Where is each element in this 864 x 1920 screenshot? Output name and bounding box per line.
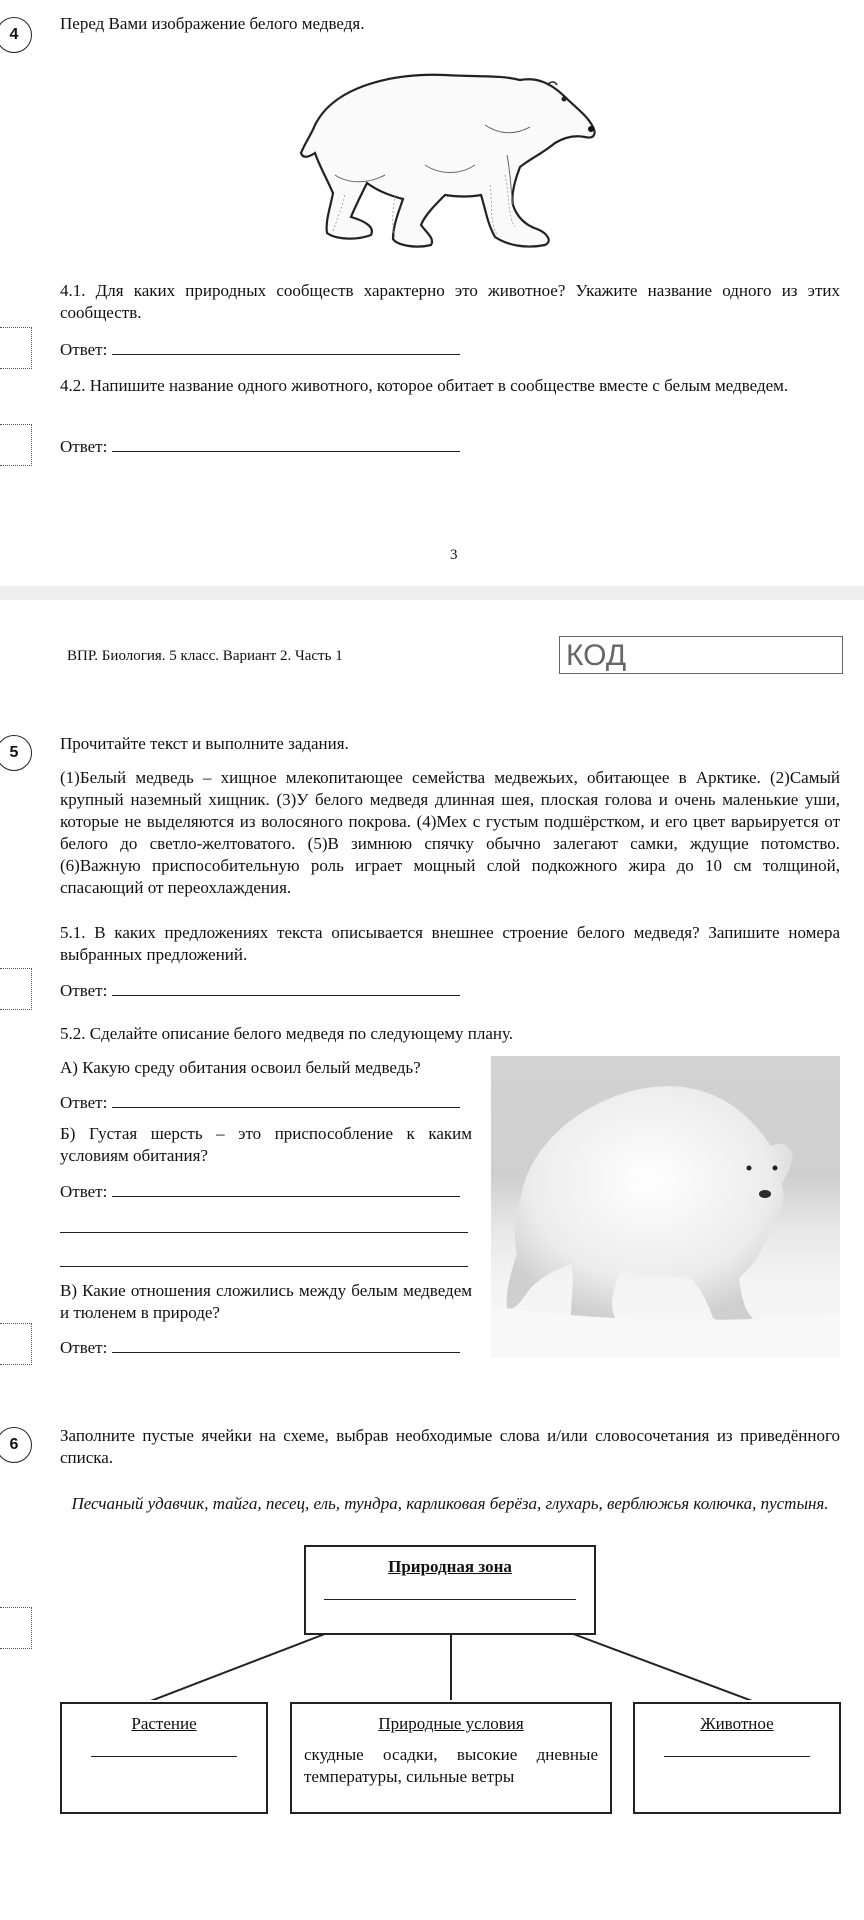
q5-text: (1)Белый медведь – хищное млекопитающее семейства медвежьих, обитающее в Арктике. (2)Самый крупный наземный хищник. (3)У белого медведя длинная шея, плоская голова и очень маленькие уши, которые не выделяются из волосяного покрова. (4)Мех с густым подшёрстком, и его цвет варьируется от белого до светло-желтоватого. (5)В зимнюю спячку обычно залегают самки, ждущие потомство. (6)Важную приспособительную роль играет мощный слой подкожного жира до 10 см толщиной, спасающий от переохлаждения. (60, 768, 840, 897)
answer-box-4-1[interactable] (0, 327, 32, 369)
diagram-title-conditions: Природные условия (378, 1714, 524, 1733)
answer-row-5-2c (60, 1336, 460, 1359)
answer-label: Ответ: (60, 1093, 108, 1112)
q42-text: 4.2. Напишите название одного животного, которое обитает в сообществе вместе с белым медведем. (60, 376, 789, 395)
page-header-title: ВПР. Биология. 5 класс. Вариант 2. Часть 1 (67, 648, 343, 664)
q4-intro: Перед Вами изображение белого медведя. (60, 14, 365, 33)
polar-bear-photo (491, 1056, 840, 1358)
diagram-answer-plant[interactable] (91, 1756, 237, 1757)
diagram-conditions-text: скудные осадки, высокие дневные температуры, сильные ветры (304, 1745, 598, 1786)
page-separator (0, 586, 864, 600)
q41-text: 4.1. Для каких природных сообществ характерно это животное? Укажите название одного из этих сообществ. (60, 281, 840, 322)
answer-line-5-2c[interactable] (112, 1336, 460, 1353)
answer-line-4-1[interactable] (112, 338, 460, 355)
q52-a: А) Какую среду обитания освоил белый медведь? (60, 1058, 421, 1077)
answer-line-5-2a[interactable] (112, 1091, 460, 1108)
q5-intro: Прочитайте текст и выполните задания. (60, 734, 349, 753)
answer-line-5-1[interactable] (112, 979, 460, 996)
question-number-6: 6 (0, 1427, 32, 1463)
answer-line-4-2[interactable] (112, 435, 460, 452)
diagram-title-nature-zone: Природная зона (388, 1557, 512, 1576)
answer-label: Ответ: (60, 340, 108, 359)
diagram-box-conditions (290, 1702, 612, 1814)
q6-intro: Заполните пустые ячейки на схеме, выбрав необходимые слова и/или словосочетания из приведённого списка. (60, 1426, 840, 1467)
extra-answer-line-1[interactable] (60, 1232, 468, 1233)
answer-box-5-1[interactable] (0, 968, 32, 1010)
answer-line-5-2b[interactable] (112, 1180, 460, 1197)
answer-row-4-2 (60, 435, 460, 458)
question-number-4: 4 (0, 17, 32, 53)
page-number: 3 (450, 547, 458, 563)
answer-label: Ответ: (60, 1338, 108, 1357)
answer-row-5-1 (60, 979, 460, 1002)
question-number-5: 5 (0, 735, 32, 771)
diagram-box-plant (60, 1702, 268, 1814)
kod-field[interactable]: КОД (559, 636, 843, 674)
q51-text: 5.1. В каких предложениях текста описывается внешнее строение белого медведя? Запишите номера выбранных предложений. (60, 923, 840, 964)
answer-label: Ответ: (60, 1182, 108, 1201)
q52-text: 5.2. Сделайте описание белого медведя по следующему плану. (60, 1024, 514, 1043)
diagram-title-animal: Животное (700, 1714, 774, 1733)
answer-label: Ответ: (60, 981, 108, 1000)
answer-box-4-2[interactable] (0, 424, 32, 466)
answer-row-5-2b (60, 1180, 460, 1203)
extra-answer-line-2[interactable] (60, 1266, 468, 1267)
answer-row-4-1 (60, 338, 460, 361)
diagram-box-animal (633, 1702, 841, 1814)
answer-box-5-2[interactable] (0, 1323, 32, 1365)
polar-bear-drawing (275, 55, 620, 265)
q52-b: Б) Густая шерсть – это приспособление к каким условиям обитания? (60, 1124, 472, 1165)
q6-word-list: Песчаный удавчик, тайга, песец, ель, тундра, карликовая берёза, глухарь, верблюжья колючка, пустыня. (71, 1494, 829, 1513)
diagram-box-nature-zone (304, 1545, 596, 1635)
answer-row-5-2a (60, 1091, 460, 1114)
diagram-title-plant: Растение (131, 1714, 197, 1733)
q52-c: В) Какие отношения сложились между белым медведем и тюленем в природе? (60, 1281, 472, 1322)
answer-label: Ответ: (60, 437, 108, 456)
diagram-answer-nature-zone[interactable] (324, 1599, 576, 1600)
diagram-answer-animal[interactable] (664, 1756, 810, 1757)
